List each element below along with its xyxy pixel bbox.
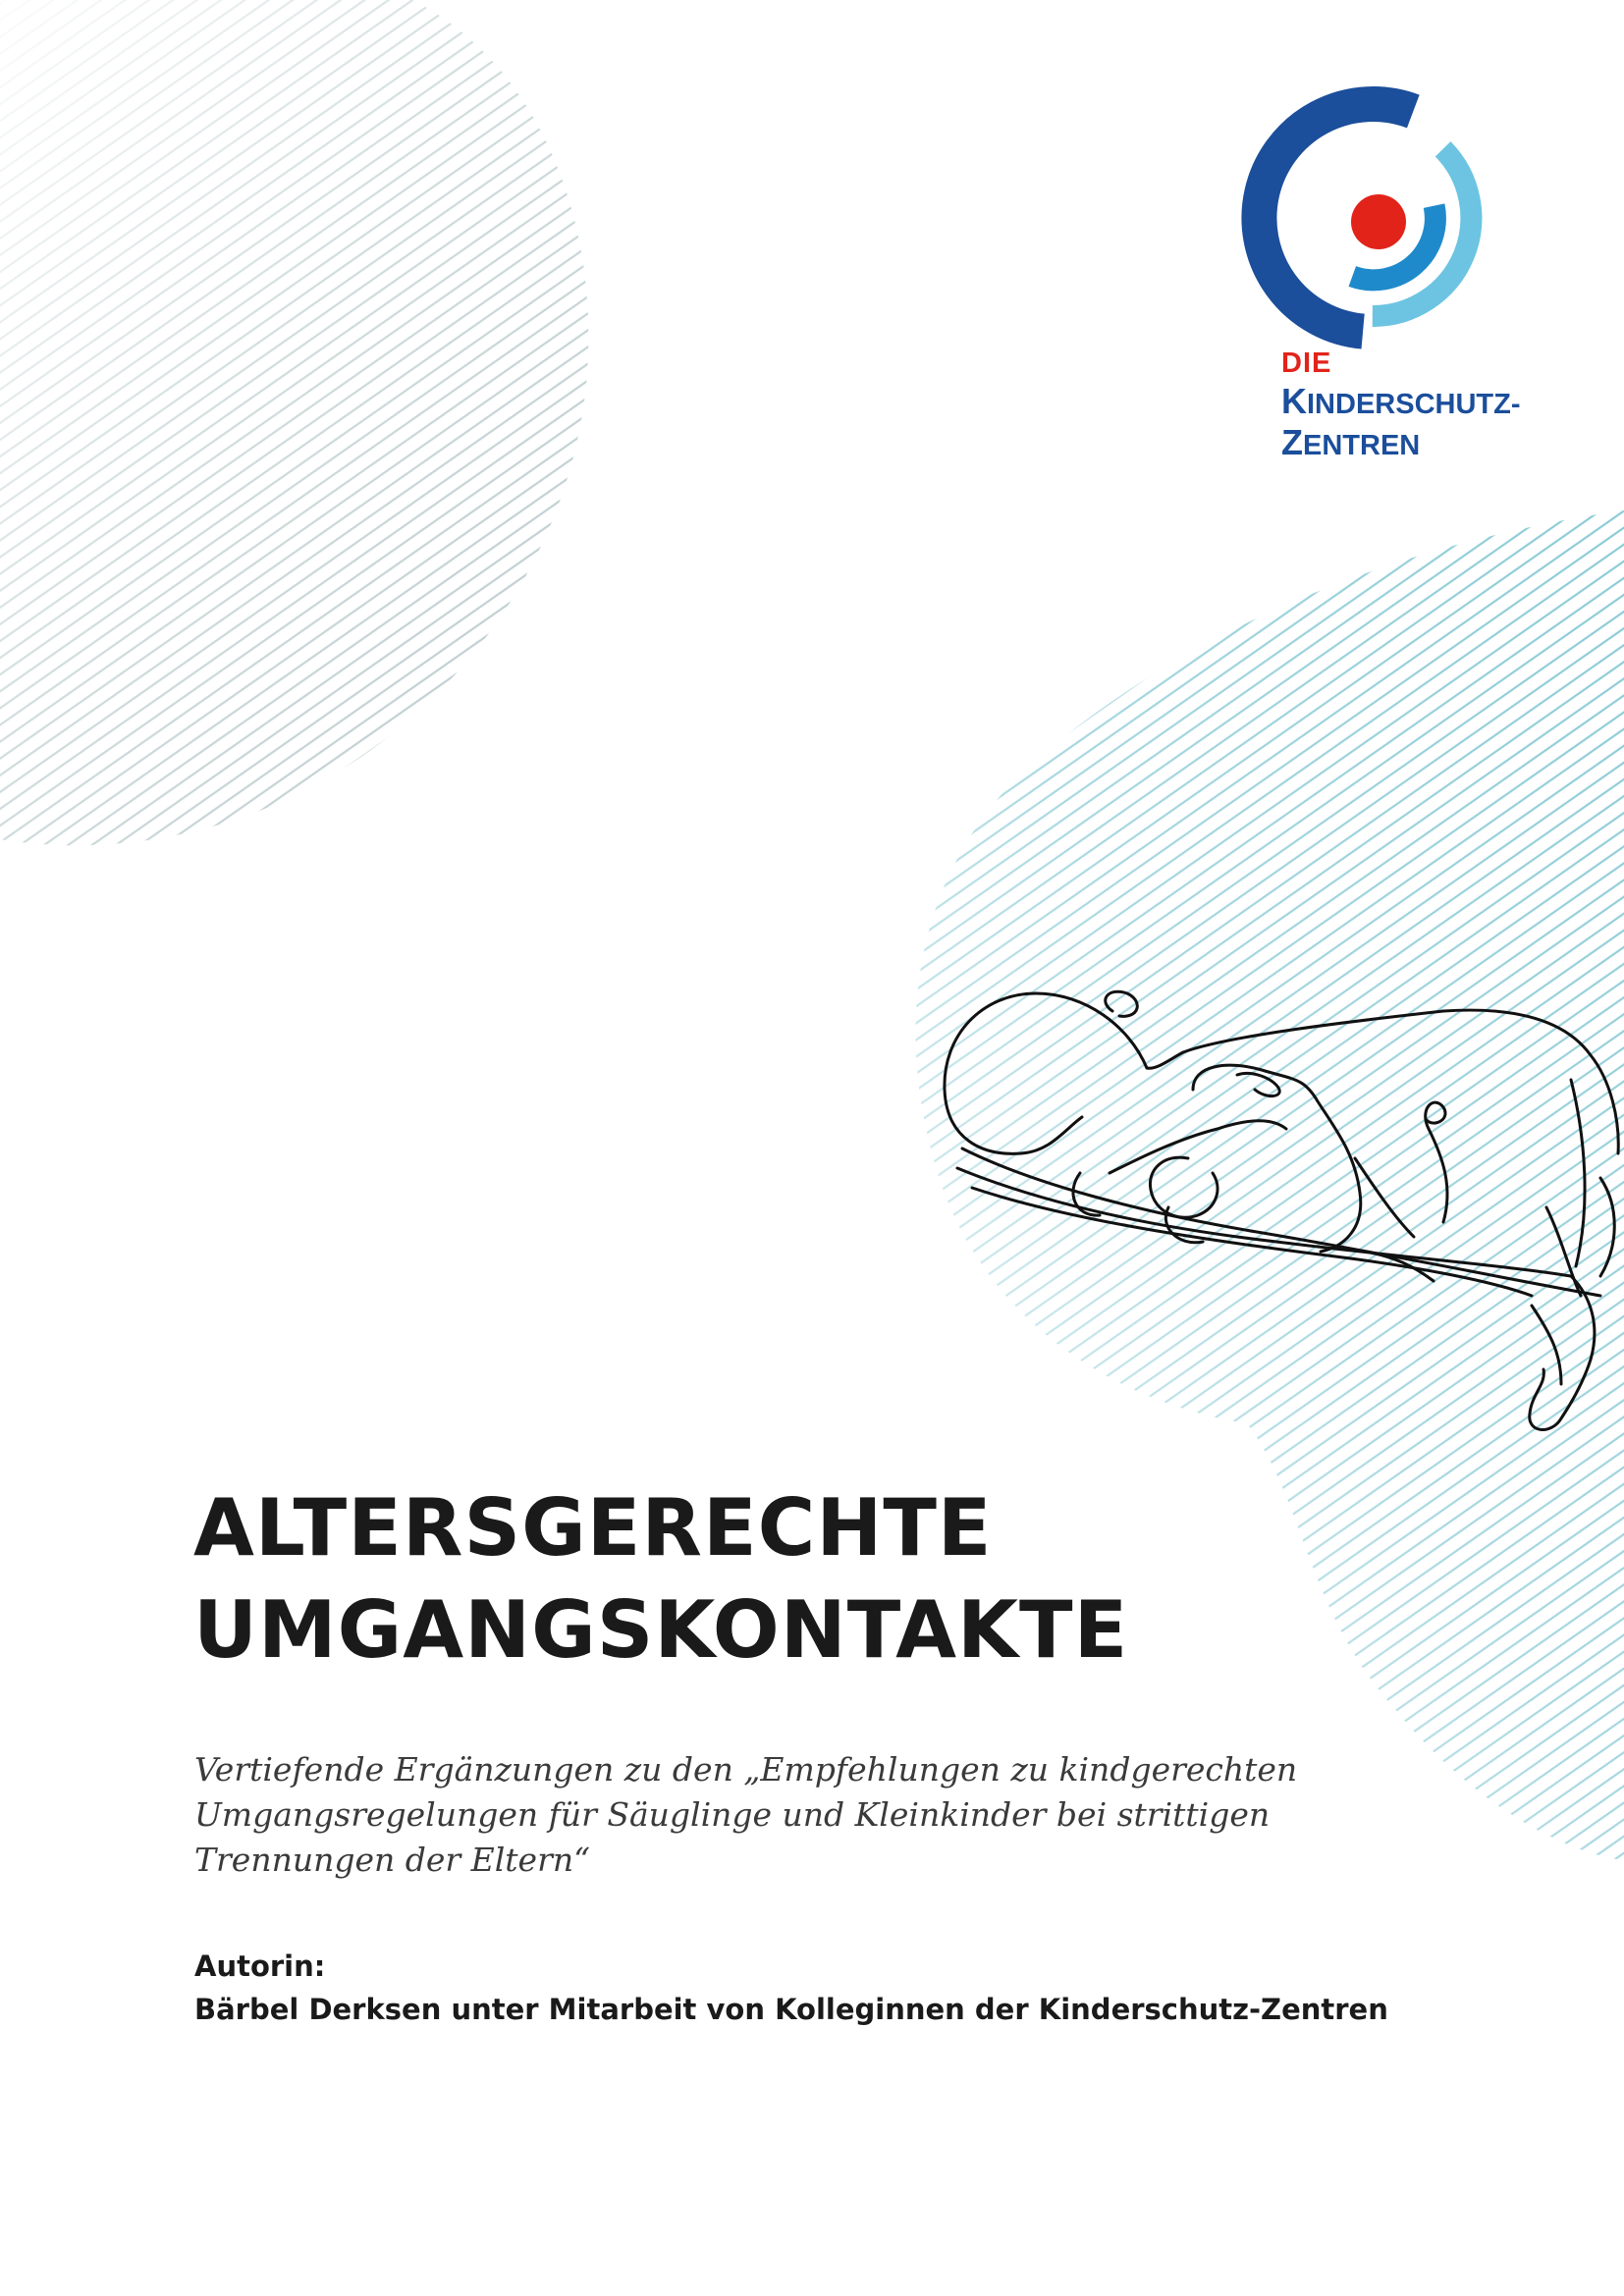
- logo-kinder-initial: K: [1281, 381, 1307, 421]
- logo-line-zentren: [1281, 422, 1521, 462]
- logo-line-die: DIE: [1281, 347, 1332, 379]
- author-name: Bärbel Derksen unter Mitarbeit von Kolleginnen der Kinderschutz-Zentren: [194, 1993, 1388, 2026]
- logo-line-kinderschutz: [1281, 381, 1521, 421]
- author-label: Autorin:: [194, 1949, 326, 1983]
- title-line-2: UMGANGSKONTAKTE: [193, 1584, 1129, 1676]
- logo-mark-icon: [1259, 104, 1471, 332]
- title-line-1: ALTERSGERECHTE: [193, 1482, 993, 1574]
- logo-zentren-initial: Z: [1281, 422, 1303, 462]
- logo-wordmark: [1281, 349, 1521, 460]
- logo-kinder-rest: INDERSCHUTZ-: [1307, 389, 1521, 420]
- decorative-blob-top-left: [0, 0, 588, 845]
- document-title: [193, 1477, 1128, 1682]
- document-subtitle: Vertiefende Ergänzungen zu den „Empfehlungen zu kindgerechten Umgangsregelungen für Säuglinge und Kleinkinder bei strittigen Trennungen der Eltern“: [194, 1750, 1298, 1879]
- logo-zentren-rest: ENTREN: [1303, 430, 1421, 461]
